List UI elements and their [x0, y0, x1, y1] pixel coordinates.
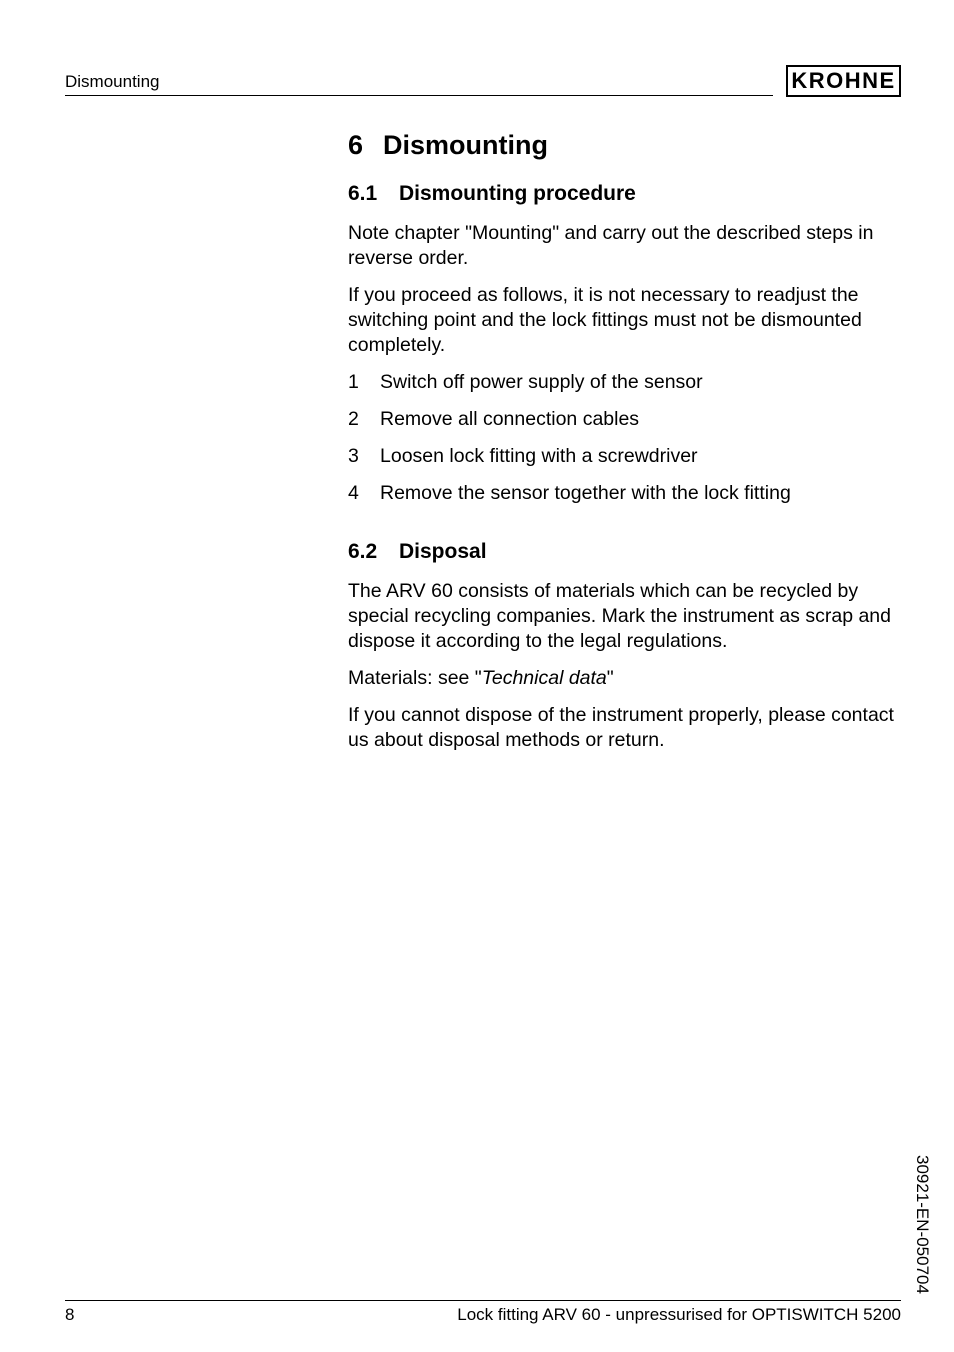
document-id: 30921-EN-050704 — [913, 1155, 932, 1294]
list-item — [348, 370, 904, 395]
paragraph: If you cannot dispose of the instrument properly, please contact us about disposal methods or return. — [348, 704, 894, 751]
chapter-heading — [348, 128, 904, 162]
paragraph: The ARV 60 consists of materials which can be recycled by special recycling companies. Mark the instrument as scrap and dispose it according to the legal regulations. — [348, 580, 891, 652]
paragraph: If you proceed as follows, it is not necessary to readjust the switching point and the lock fittings must not be dismounted completely. — [348, 284, 862, 356]
chapter-title: Dismounting — [383, 130, 548, 160]
list-number: 4 — [348, 482, 359, 504]
list-number: 1 — [348, 371, 359, 393]
page-content — [348, 128, 904, 753]
list-item — [348, 481, 904, 506]
list-item — [348, 407, 904, 432]
list-text: Switch off power supply of the sensor — [380, 371, 703, 393]
section-number: 6.1 — [348, 182, 378, 205]
materials-suffix: " — [606, 667, 614, 689]
section-title: Dismounting procedure — [399, 182, 636, 205]
list-text: Loosen lock fitting with a screwdriver — [380, 445, 698, 467]
list-number: 2 — [348, 408, 359, 430]
technical-data-reference: Technical data — [481, 667, 607, 689]
section-number: 6.2 — [348, 540, 378, 563]
list-item — [348, 444, 904, 469]
list-text: Remove the sensor together with the lock fitting — [380, 482, 791, 504]
materials-line — [348, 666, 904, 691]
chapter-number: 6 — [348, 130, 364, 160]
list-number: 3 — [348, 445, 359, 467]
section-heading-6-2 — [348, 539, 904, 565]
materials-prefix: Materials: see " — [348, 667, 482, 689]
footer-title: Lock fitting ARV 60 - unpressurised for OPTISWITCH 5200 — [457, 1305, 901, 1324]
page-number: 8 — [65, 1305, 75, 1324]
list-text: Remove all connection cables — [380, 408, 640, 430]
paragraph: Note chapter "Mounting" and carry out the described steps in reverse order. — [348, 222, 874, 269]
section-heading-6-1 — [348, 181, 904, 207]
footer-divider — [65, 1300, 901, 1301]
header-divider — [65, 95, 773, 96]
krohne-logo: KROHNE — [786, 65, 901, 97]
running-header: Dismounting — [65, 72, 160, 91]
section-title: Disposal — [399, 540, 487, 563]
